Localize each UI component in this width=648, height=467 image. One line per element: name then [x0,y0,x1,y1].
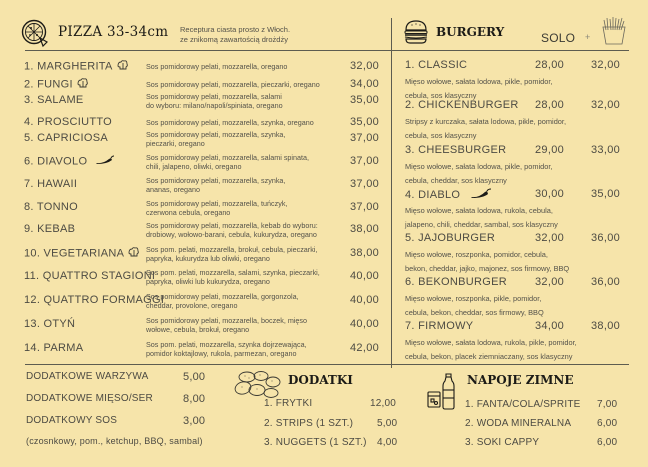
pizza-item-price: 38,00 [350,247,380,259]
pizza-item-price: 35,00 [350,116,380,128]
drinks-icon [427,372,457,412]
plus-sign: + [585,32,591,42]
burger-price-solo: 28,00 [535,59,565,71]
burger-item-desc: Stripsy z kurczaka, sałata lodowa, pikle, pomidor, [405,117,567,126]
burger-header-divider [391,50,629,51]
pizza-item-desc: cheddar, provolone, oregano [146,301,238,310]
pizza-item-name: 4. PROSCIUTTO [24,116,113,128]
burger-price-solo: 32,00 [535,232,565,244]
sides-item-price: 12,00 [370,398,397,409]
burger-section-title: BURGERY [436,25,505,39]
pizza-item [24,221,384,245]
pizza-item-price: 37,00 [350,155,380,167]
burger-item-desc: jalapeno, chili, cheddar, sambal, sos klasyczny [405,220,558,229]
pizza-item-desc: Sos pomidorowy pelati, mozzarella, pieczarki, oregano [146,80,320,89]
burger-item-name: 7. FIRMOWY [405,320,474,332]
pizza-item-desc: papryka, oliwki lub kukurydza, oregano [146,277,270,286]
pizza-item [24,176,384,200]
burger-price-solo: 32,00 [535,276,565,288]
pizza-item-name: 8. TONNO [24,201,78,213]
pizza-header-divider [25,50,391,51]
pizza-item-name: 13. OTYŃ [24,318,76,330]
pizza-item-desc: Sos pom. pelati, mozzarella, salami, szynka, pieczarki, [146,268,320,277]
pizza-item-desc: Sos pomidorowy pelati, mozzarella, gorgonzola, [146,292,299,301]
extras-item-price: 8,00 [183,393,206,405]
pizza-item-desc: pomidor koktajlowy, rukola, parmezan, oregano [146,349,297,358]
nuggets-icon [233,368,281,400]
pizza-item-name: 6. DIAVOLO [24,155,88,168]
burger-item-desc: bekon, cheddar, jajko, majonez, sos firmowy, BBQ [405,264,570,273]
burger-item-name: 6. BEKONBURGER [405,276,508,288]
pizza-item-name: 10. VEGETARIANA [24,247,125,260]
pizza-item-name: 14. PARMA [24,342,84,354]
pizza-item-price: 40,00 [350,270,380,282]
sides-item-name: 1. FRYTKI [264,398,313,409]
chili-pepper-icon [470,188,492,202]
pizza-item-desc: Sos pom. pelati, mozzarella, brokuł, cebula, pieczarki, [146,245,318,254]
pizza-item-desc: Sos pomidorowy pelati, mozzarella, boczek, mięso [146,316,307,325]
burger-item-desc: cebula, sos klasyczny [405,131,477,140]
pizza-item-desc: Sos pomidorowy pelati, mozzarella, oregano [146,62,288,71]
solo-column-label: SOLO [541,31,576,45]
pizza-item-desc: czerwona cebula, oregano [146,208,231,217]
vegetarian-icon [77,78,89,91]
sides-item-price: 4,00 [377,437,398,448]
pizza-item-name: 12. QUATTRO FORMAGGI [24,294,165,306]
pizza-item-price: 37,00 [350,132,380,144]
extras-item-name: DODATKOWY SOS [26,415,118,426]
extras-item-price: 3,00 [183,415,206,427]
pizza-item-price: 35,00 [350,94,380,106]
pizza-item [24,92,384,116]
pizza-item [24,316,384,340]
pizza-item-desc: Sos pomidorowy pelati, mozzarella, szynka, [146,130,286,139]
drinks-item-name: 1. FANTA/COLA/SPRITE [465,399,581,410]
burger-icon [403,19,429,45]
burger-item-desc: Mięso wołowe, sałata lodowa, pikle, pomidor, [405,162,553,171]
pizza-item-price: 34,00 [350,78,380,90]
burger-price-solo: 29,00 [535,144,565,156]
sides-item-price: 5,00 [377,418,398,429]
drinks-item-price: 6,00 [597,418,618,429]
pizza-item-desc: pieczarki, oregano [146,139,205,148]
pizza-item-price: 42,00 [350,342,380,354]
pizza-subtitle-line1: Receptura ciasta prosto z Włoch. [180,25,291,34]
pizza-item-desc: wołowe, cebula, brokuł, oregano [146,325,250,334]
pizza-item-desc: Sos pomidorowy pelati, mozzarella, salami spinata, [146,153,309,162]
pizza-item-price: 37,00 [350,201,380,213]
pizza-item-desc: Sos pomidorowy pelati, mozzarella, szynka, oregano [146,118,314,127]
burger-item-name: 3. CHEESBURGER [405,144,507,156]
extras-item-price: 5,00 [183,371,206,383]
burger-item-desc: Mięso wołowe, roszponka, pomidor, cebula, [405,250,548,259]
drinks-section-title: NAPOJE ZIMNE [467,373,574,387]
pizza-item-desc: Sos pomidorowy pelati, mozzarella, salami [146,92,282,101]
extras-note: (czosnkowy, pom., ketchup, BBQ, sambal) [26,436,203,446]
pizza-item-price: 38,00 [350,223,380,235]
burger-item-desc: Mięso wołowe, sałata lodowa, rukola, pikle, pomidor, [405,338,577,347]
burger-item-desc: Mięso wołowe, sałata lodowa, pikle, pomidor, [405,77,553,86]
burger-item-desc: Mięso wołowe, sałata lodowa, rukola, cebula, [405,206,553,215]
pizza-item-desc: ananas, oregano [146,185,200,194]
burger-price-with-fries: 33,00 [591,144,621,156]
pizza-item-desc: Sos pom. pelati, mozzarella, szynka dojrzewająca, [146,340,307,349]
pizza-item-price: 40,00 [350,294,380,306]
pizza-item-name: 3. SALAME [24,94,84,106]
pizza-section-title: PIZZA 33-34cm [58,24,169,40]
pizza-item [24,199,384,223]
column-divider [391,18,392,368]
burger-price-with-fries: 38,00 [591,320,621,332]
pizza-item-desc: Sos pomidorowy pelati, mozzarella, tuńczyk, [146,199,288,208]
pizza-item-price: 40,00 [350,318,380,330]
sides-section-title: DODATKI [288,373,353,387]
pizza-item-desc: Sos pomidorowy pelati, mozzarella, kebab do wyboru: [146,221,318,230]
burger-item-name: 2. CHICKENBURGER [405,99,519,111]
pizza-item [24,268,384,292]
burger-item-name: 4. DIABLO [405,188,461,201]
drinks-item-name: 2. WODA MINERALNA [465,418,572,429]
burger-item-desc: Mięso wołowe, roszponka, pikle, pomidor, [405,294,542,303]
pizza-item [24,153,384,177]
burger-price-with-fries: 32,00 [591,99,621,111]
fries-icon [600,16,628,46]
extras-item [26,393,153,404]
sides-item-name: 2. STRIPS (1 SZT.) [264,418,354,429]
pizza-item [24,292,384,316]
burger-item-name: 5. JAJOBURGER [405,232,496,244]
burger-item-name: 1. CLASSIC [405,59,468,71]
drinks-item-name: 3. SOKI CAPPY [465,437,540,448]
burger-price-with-fries: 32,00 [591,59,621,71]
pizza-item-name: 7. HAWAII [24,178,78,190]
pizza-item-name: 9. KEBAB [24,223,76,235]
vegetarian-icon [128,247,140,260]
pizza-item-desc: Sos pomidorowy pelati, mozzarella, szynka, [146,176,286,185]
pizza-item-desc: papryka, kukurydza lub oliwki, oregano [146,254,270,263]
chili-pepper-icon [95,155,115,168]
pizza-item-desc: chili, jalapeno, oliwki, oregano [146,162,242,171]
extras-item [26,371,148,382]
sides-item-name: 3. NUGGETS (1 SZT.) [264,437,367,448]
extras-item-name: DODATKOWE MIĘSO/SER [26,393,153,404]
bottom-section-divider [25,364,629,365]
burger-price-solo: 28,00 [535,99,565,111]
pizza-item [24,340,384,364]
pizza-item-name: 11. QUATTRO STAGIONI [24,270,156,282]
pizza-item-price: 37,00 [350,178,380,190]
burger-item-desc: cebula, bekon, placek ziemniaczany, sos klasyczny [405,352,573,361]
burger-item-desc: cebula, sos klasyczny [405,91,477,100]
drinks-item-price: 6,00 [597,437,618,448]
pizza-subtitle-line2: ze znikomą zawartością drożdży [180,35,288,44]
pizza-item-price: 32,00 [350,60,380,72]
pizza-item [24,245,384,269]
burger-price-solo: 30,00 [535,188,565,200]
drinks-item-price: 7,00 [597,399,618,410]
burger-price-solo: 34,00 [535,320,565,332]
pizza-item-name: 1. MARGHERITA [24,60,113,73]
pizza-item-name: 2. FUNGI [24,78,73,91]
burger-item-desc: cebula, cheddar, sos klasyczny [405,176,507,185]
burger-price-with-fries: 36,00 [591,276,621,288]
burger-price-with-fries: 36,00 [591,232,621,244]
burger-item-desc: cebula, bekon, cheddar, sos firmowy, BBQ [405,308,544,317]
pizza-item-name: 5. CAPRICIOSA [24,132,108,144]
burger-price-with-fries: 35,00 [591,188,621,200]
extras-item [26,415,117,426]
pizza-item-desc: drobiowy, wołowo-barani, cebula, kukurydza, oregano [146,230,317,239]
extras-item-name: DODATKOWE WARZYWA [26,371,149,382]
pizza-item-desc: do wyboru: milano/napoli/spiniata, oregano [146,101,283,110]
pizza-item [24,130,384,154]
pizza-icon [20,18,50,48]
vegetarian-icon [117,60,129,73]
